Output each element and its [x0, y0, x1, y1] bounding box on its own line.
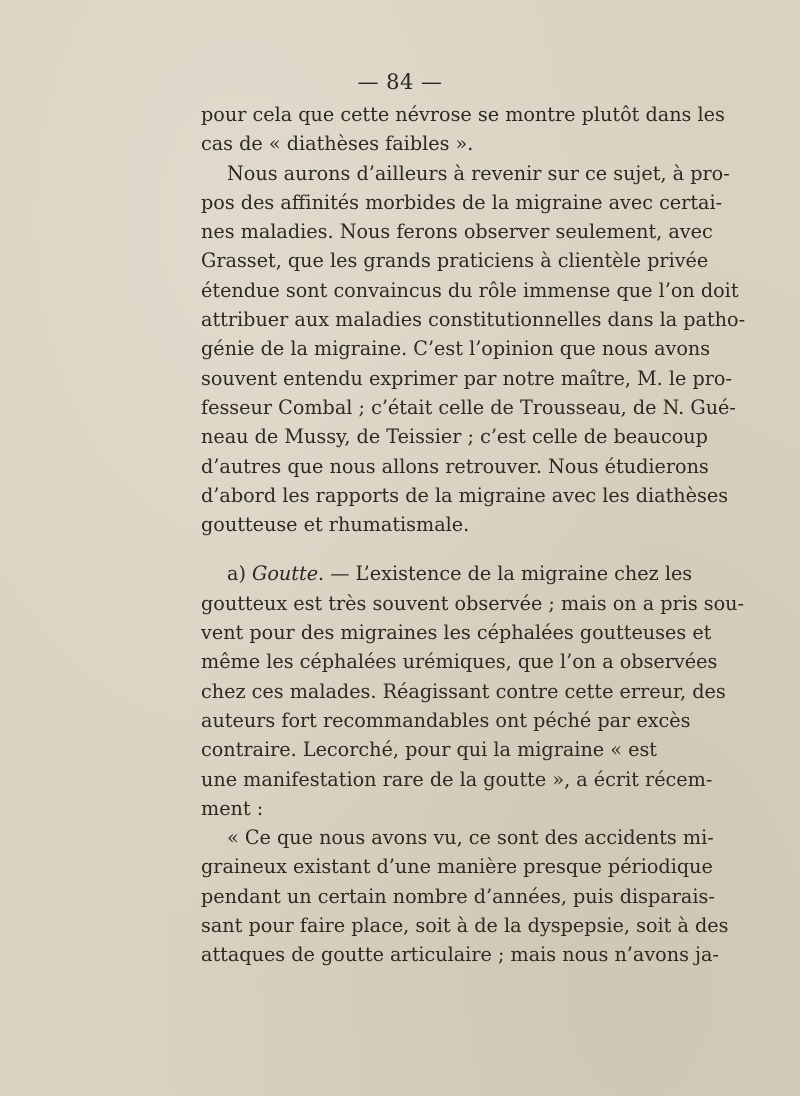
text-line: même les céphalées urémiques, que l’on a observées	[201, 650, 718, 674]
text-line: attribuer aux maladies constitutionnelles dans la patho-	[201, 308, 746, 332]
text-line: vent pour des migraines les céphalées goutteuses et	[201, 621, 712, 645]
paragraph-gap	[201, 539, 649, 559]
text-line: cas de « diathèses faibles ».	[201, 132, 474, 156]
text-line: une manifestation rare de la goutte », a écrit récem-	[201, 767, 713, 791]
text-line: nes maladies. Nous ferons observer seulement, avec	[201, 220, 713, 244]
section-heading-line	[201, 559, 693, 588]
text-line: « Ce que nous avons vu, ce sont des accidents mi-	[227, 826, 714, 850]
text-line: d’autres que nous allons retrouver. Nous étudierons	[201, 454, 709, 478]
text-line: d’abord les rapports de la migraine avec les diathèses	[201, 483, 729, 507]
text-line: pour cela que cette névrose se montre plutôt dans les	[201, 103, 725, 126]
text-line: Grasset, que les grands praticiens à clientèle privée	[201, 249, 709, 273]
text-line: sant pour faire place, soit à de la dyspepsie, soit à des	[201, 914, 729, 938]
text-line: goutteux est très souvent observée ; mais on a pris sou-	[201, 591, 745, 615]
text-line: chez ces malades. Réagissant contre cette erreur, des	[201, 679, 726, 703]
text-line: graineux existant d’une manière presque périodique	[201, 855, 713, 879]
text-line: fesseur Combal ; c’était celle de Trousseau, de N. Gué-	[201, 395, 736, 419]
text-line: pendant un certain nombre d’années, puis disparais-	[201, 884, 715, 908]
text-line: ment :	[201, 796, 264, 820]
section-heading: Goutte.	[252, 562, 325, 586]
text-line: Nous aurons d’ailleurs à revenir sur ce sujet, à pro-	[227, 161, 730, 185]
heading-line-rest: — L’existence de la migraine chez les	[324, 562, 693, 586]
text-line: goutteuse et rhumatismale.	[201, 513, 470, 537]
text-line: génie de la migraine. C’est l’opinion que nous avons	[201, 337, 711, 361]
text-line: souvent entendu exprimer par notre maître, M. le pro-	[201, 366, 732, 390]
heading-prefix: a)	[227, 562, 253, 586]
text-line: pos des affinités morbides de la migraine avec certai-	[201, 190, 723, 214]
page-number: — 84 —	[357, 70, 443, 94]
text-line: neau de Mussy, de Teissier ; c’est celle de beaucoup	[201, 425, 708, 449]
text-line: attaques de goutte articulaire ; mais nous n’avons ja-	[201, 943, 719, 967]
text-line: auteurs fort recommandables ont péché par excès	[201, 708, 691, 732]
text-line: étendue sont convaincus du rôle immense que l’on doit	[201, 278, 739, 302]
body-text	[201, 100, 746, 970]
text-line: contraire. Lecorché, pour qui la migraine « est	[201, 738, 658, 762]
